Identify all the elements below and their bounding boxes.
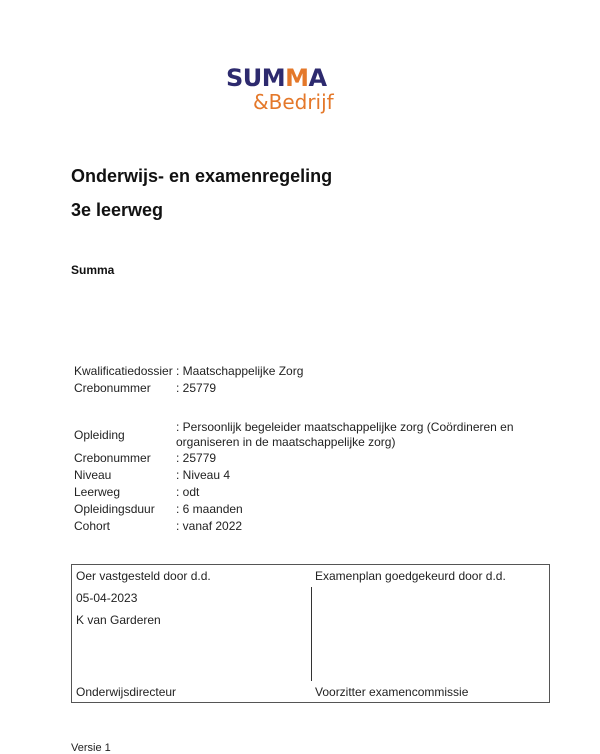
info-label: Kwalificatiedossier: [74, 364, 173, 378]
document-subtitle: 3e leerweg: [71, 200, 164, 220]
info-value: : vanaf 2022: [176, 519, 243, 533]
info-label: Opleiding: [74, 427, 125, 442]
summa-bedrijf-logo: [226, 66, 376, 126]
logo-line-bedrijf: &Bedrijf: [253, 90, 334, 114]
signature-divider: [311, 587, 312, 681]
signature-table: [71, 564, 550, 703]
info-row-leerweg: [74, 484, 536, 501]
info-row-kwalificatiedossier: [74, 363, 303, 380]
right-signature-heading: Examenplan goedgekeurd door d.d.: [315, 569, 506, 583]
info-value: : odt: [176, 485, 200, 499]
info-label: Crebonummer: [74, 451, 151, 465]
program-info: [74, 420, 536, 535]
logo-line-summa: [226, 66, 327, 90]
logo-text-a: A: [308, 64, 327, 92]
info-row-crebonummer: [74, 450, 536, 467]
right-signature-role: Voorzitter examencommissie: [315, 685, 469, 699]
info-row-cohort: [74, 518, 536, 535]
info-row-opleidingsduur: [74, 501, 536, 518]
info-label: Crebonummer: [74, 381, 151, 395]
info-label: Opleidingsduur: [74, 502, 155, 516]
info-value: : 25779: [176, 451, 217, 465]
document-title: Onderwijs- en examenregeling: [71, 166, 333, 186]
info-value: : Maatschappelijke Zorg: [176, 364, 304, 378]
info-value: : 6 maanden: [176, 502, 243, 516]
version-footer: Versie 1: [71, 742, 111, 754]
info-value: : 25779: [176, 381, 217, 395]
qualification-info: [74, 363, 303, 397]
logo-arrow-m: M: [285, 64, 309, 92]
left-signature-name: K van Garderen: [76, 613, 161, 627]
info-row-niveau: [74, 467, 536, 484]
logo-text-sum: SUM: [226, 64, 286, 92]
organization-name: Summa: [71, 263, 115, 277]
info-label: Niveau: [74, 468, 112, 482]
info-label: Leerweg: [74, 485, 121, 499]
info-label: Cohort: [74, 519, 111, 533]
left-signature-date: 05-04-2023: [76, 591, 138, 605]
left-signature-heading: Oer vastgesteld door d.d.: [76, 569, 211, 583]
info-row-crebonummer: [74, 380, 303, 397]
left-signature-role: Onderwijsdirecteur: [76, 685, 177, 699]
info-row-opleiding: [74, 420, 536, 450]
info-value: : Persoonlijk begeleider maatschappelijke zorg (Coördineren en organiseren in de maatschappelijke zorg): [176, 420, 514, 449]
info-value: : Niveau 4: [176, 468, 231, 482]
